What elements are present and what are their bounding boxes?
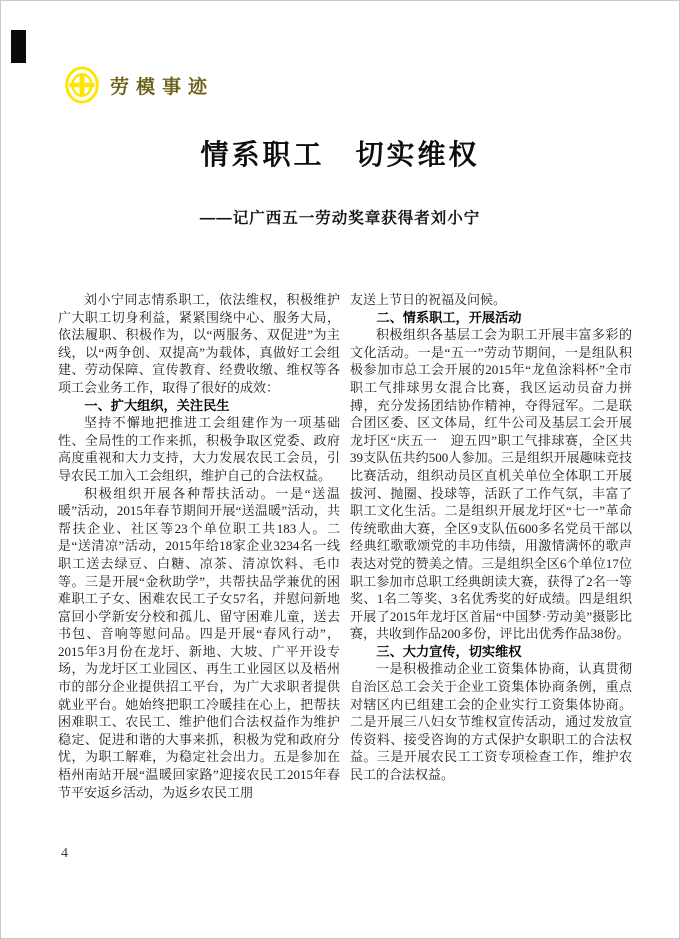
section-label: 劳模事迹 (110, 76, 215, 98)
union-logo-icon (64, 65, 100, 105)
section-heading-1: 一、扩大组织，关注民生 (84, 397, 230, 413)
article-body (58, 291, 632, 801)
section-heading-2: 二、情系职工，开展活动 (376, 309, 522, 325)
right-column (350, 291, 632, 801)
paragraph-activities: 积极组织各基层工会为职工开展丰富多彩的文化活动。一是“五一”劳动节期间，一是组队积极参加市总工会开展的2015年“龙鱼涂料杯”全市职工气排球男女混合比赛，我区运动员奋力拼搏，充分发扬团结协作精神，夺得冠军。二是联合团区委、区文体局，红牛公司及基层工会开展龙圩区“庆五一 迎五四”职工气排球赛，全区共39支队伍共约500人参加。三是组织开展趣味竞技比赛活动，组织动员区直机关单位全体职工开展拔河、抛圈、投球等，活跃了工作气氛，丰富了职工文化生活。二是组织开展龙圩区“七一”革命传统歌曲大赛，全区9支队伍600多名党员干部以经典红歌歌颂党的丰功伟绩，用激情满怀的歌声表达对党的赞美之情。三是组织全区6个单位17位职工参加市总职工经典朗读大赛，获得了2名一等奖、1名二等奖、3名优秀奖的好成绩。四是组织开展了2015年龙圩区首届“中国梦·劳动美”摄影比赛，共收到作品200多份，评比出优秀作品38份。 (350, 327, 632, 642)
paragraph-assistance-continued: 友送上节日的祝福及问候。 (350, 292, 507, 307)
page-number: 4 (61, 846, 68, 861)
left-column (58, 291, 340, 801)
section-heading-3: 三、大力宣传，切实维权 (376, 643, 522, 659)
paragraph-intro: 刘小宁同志情系职工，依法维权，积极维护广大职工切身利益，紧紧围绕中心、服务大局，依法履职、积极作为，以“两服务、双促进”为主线，以“两争创、双提高”为载体，真做好工会组建、劳动保障、宣传教育、经费收缴、维权等各项工会业务工作，取得了很好的成效： (58, 292, 340, 395)
article-subtitle: ——记广西五一劳动奖章获得者刘小宁 (199, 210, 481, 227)
paragraph-advocacy: 一是积极推动企业工资集体协商，认真贯彻自治区总工会关于企业工资集体协商条例，重点对辖区内已组建工会的企业实行工资集体协商。二是开展三八妇女节维权宣传活动，通过发放宣传资料、接受咨询的方式保护女职职工的合法权益。三是开展农民工工资专项检查工作，维护农民工的合法权益。 (350, 661, 632, 783)
paragraph-organize: 坚持不懈地把推进工会组建作为一项基础性、全局性的工作来抓，积极争取区党委、政府高度重视和大力支持，大力发展农民工会员，引导农民工加入工会组织，维护自己的合法权益。 (58, 415, 340, 483)
column-header (64, 65, 214, 105)
paragraph-assistance: 积极组织开展各种帮扶活动。一是“送温暖”活动，2015年春节期间开展“送温暖”活动，共帮扶企业、社区等23个单位职工共183人。二是“送清凉”活动，2015年给18家企业3234名一线职工送去绿豆、白糖、凉茶、清凉饮料、毛巾等。三是开展“金秋助学”，共帮扶品学兼优的困难职工子女、困难农民工子女57名，并慰问新地富回小学新安分校和孤儿、留守困难儿童，送去书包、音响等慰问品。四是开展“春风行动”，2015年3月份在龙圩、新地、大坡、广平开设专场，为龙圩区工业园区、再生工业园区以及梧州市的部分企业提供招工平台，为广大求职者提供就业平台。她始终把职工冷暖挂在心上，把帮扶困难职工、农民工、维护他们合法权益作为维护稳定、促进和谐的大事来抓，积极为党和政府分忧，为职工解难，为稳定社会出力。五是参加在梧州南站开展“温暖回家路”迎接农民工2015年春节平安返乡活动，为返乡农民工朋 (58, 485, 340, 800)
article-title: 情系职工 切实维权 (200, 140, 480, 171)
print-registration-mark (11, 30, 26, 63)
